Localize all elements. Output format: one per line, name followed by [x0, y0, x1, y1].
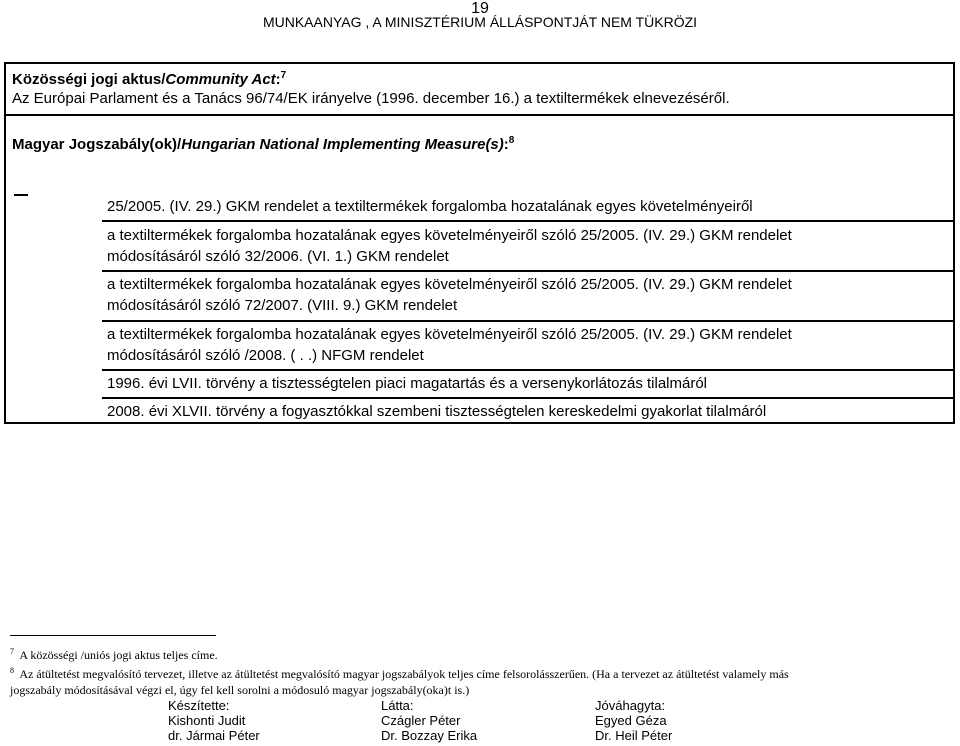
item-divider [102, 270, 953, 272]
signature-name: Kishonti Judit [168, 713, 246, 728]
signature-name: Egyed Géza [595, 713, 667, 728]
signature-name: Dr. Bozzay Erika [381, 728, 478, 743]
footnote-ref-7: 7 [280, 70, 287, 81]
signature-name: Dr. Heil Péter [595, 728, 673, 743]
measure-item-5: 1996. évi LVII. törvény a tisztességtelen piaci magatartás és a versenykorlátozás tilalmáról [107, 375, 708, 392]
measure-item-6: 2008. évi XLVII. törvény a fogyasztókkal szembeni tisztességtelen kereskedelmi gyakorlat tilalmáról [107, 403, 767, 420]
community-act-title: Az Európai Parlament és a Tanács 96/74/EK irányelve (1996. december 16.) a textiltermékek elnevezéséről. [12, 90, 730, 107]
signature-role: Készítette: [168, 698, 230, 713]
footnote-ref-8: 8 [508, 135, 515, 146]
measure-item-2-line1: a textiltermékek forgalomba hozatalának egyes követelményeiről szóló 25/2005. (IV. 29.) GKM rendelet [107, 227, 792, 244]
measure-item-1: 25/2005. (IV. 29.) GKM rendelet a textiltermékek forgalomba hozatalának egyes követelményeiről [107, 198, 753, 215]
national-measures-label-en: Hungarian National Implementing Measure(s) [181, 136, 504, 153]
signature-name: dr. Jármai Péter [168, 728, 260, 743]
community-act-label-hu: Közösségi jogi aktus/ [12, 71, 166, 88]
measure-item-4-line2: módosításáról szóló /2008. ( . .) NFGM rendelet [107, 347, 424, 364]
list-dash [14, 194, 28, 196]
measure-item-3-line2: módosításáról szóló 72/2007. (VIII. 9.) GKM rendelet [107, 297, 458, 314]
signature-prepared-by [168, 698, 260, 743]
legal-table [4, 62, 955, 424]
item-divider [102, 369, 953, 371]
page-disclaimer: MUNKAANYAG , A MINISZTÉRIUM ÁLLÁSPONTJÁT NEM TÜKRÖZI [262, 14, 698, 30]
national-measures-label-hu: Magyar Jogszabály(ok)/ [12, 136, 182, 153]
community-act-heading: Közösségi jogi aktus/Community Act:$^7$ [12, 70, 287, 88]
measure-item-3-line1: a textiltermékek forgalomba hozatalának egyes követelményeiről szóló 25/2005. (IV. 29.) GKM rendelet [107, 276, 792, 293]
signature-role: Jóváhagyta: [595, 698, 666, 713]
measure-item-2-line2: módosításáról szóló 32/2006. (VI. 1.) GKM rendelet [107, 248, 449, 265]
footnote-8-line2: jogszabály módosításával végzi el, úgy fel kell sorolni a módosuló magyar jogszabály(oka)t is.) [10, 683, 470, 697]
signature-reviewed-by [381, 698, 477, 743]
signature-name: Czágler Péter [381, 713, 461, 728]
item-divider [102, 320, 953, 322]
community-act-label-en: Community Act [165, 71, 276, 88]
signature-approved-by [595, 698, 672, 743]
item-divider [102, 397, 953, 399]
signature-role: Látta: [381, 698, 414, 713]
footnote-7: $^7$ A közösségi /uniós jogi aktus teljes címe. [10, 647, 218, 662]
footnote-rule [10, 635, 216, 636]
section-divider [6, 114, 953, 116]
item-divider [102, 220, 953, 222]
national-measures-heading: Magyar Jogszabály(ok)/Hungarian National Implementing Measure(s):$^8$ [12, 135, 515, 153]
footnote-8-line1: $^8$ Az átültetést megvalósító tervezet, illetve az átültetést megvalósító magyar jogszabályok teljes címe felsorolásszerűen. (Ha a tervezet az átültetést valamely más [10, 666, 789, 681]
page-number: 19 [471, 0, 489, 17]
measure-item-4-line1: a textiltermékek forgalomba hozatalának egyes követelményeiről szóló 25/2005. (IV. 29.) GKM rendelet [107, 326, 792, 343]
